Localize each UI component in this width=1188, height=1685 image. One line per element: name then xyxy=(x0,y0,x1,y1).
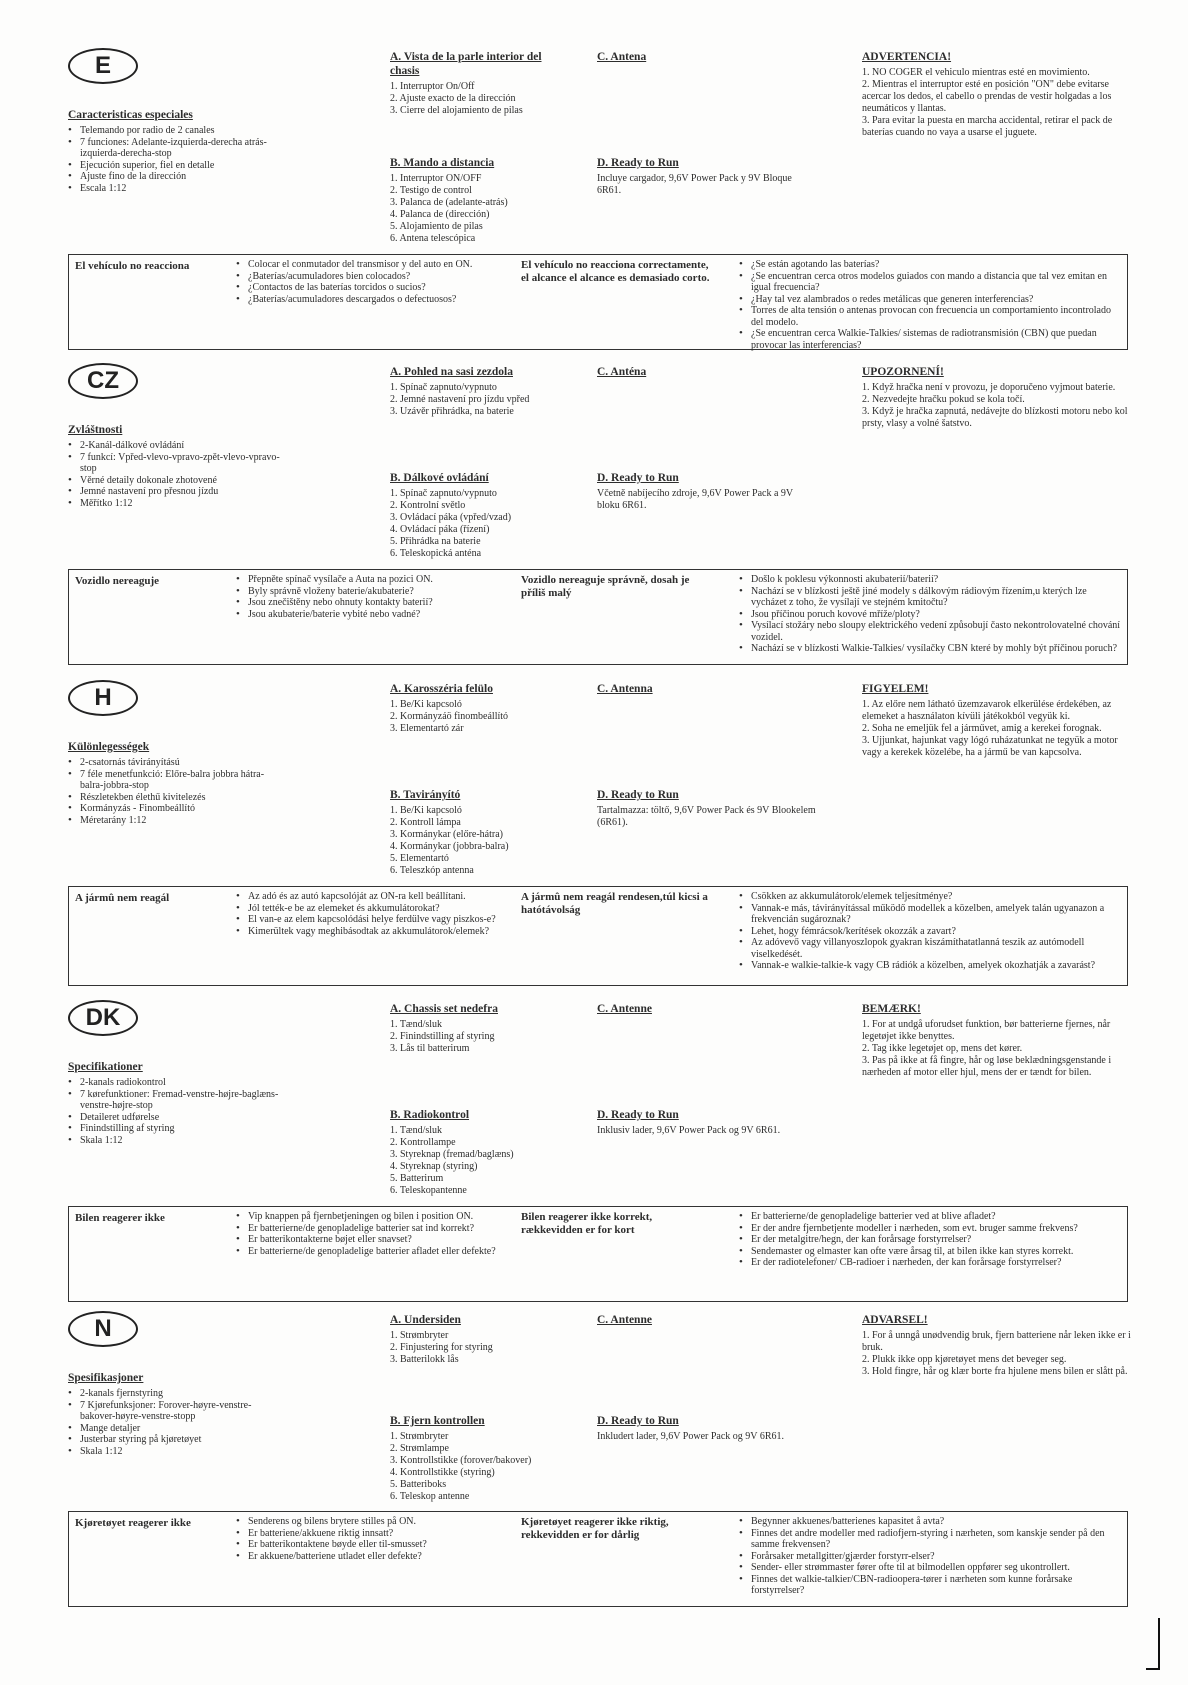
part-c-title: C. Anténa xyxy=(597,366,647,378)
list-item: • Méretarány 1:12 xyxy=(68,815,283,827)
list-item: 3. Kormánykar (előre-hátra) xyxy=(390,829,503,840)
warning-block xyxy=(862,365,1137,430)
list-item: • 2-Kanál-dálkové ovládání xyxy=(68,440,283,452)
part-b-title: B. Mando a distancia xyxy=(390,157,495,169)
list-item: • 7 kørefunktioner: Fremad-venstre-højre-baglæns-venstre-højre-stop xyxy=(68,1089,283,1112)
warning-list xyxy=(862,382,1137,430)
part-a-block xyxy=(390,682,565,735)
part-d-text: Tartalmazza: töltő, 9,6V Power Pack és 9V Blookelem (6R61). xyxy=(597,805,816,828)
list-item: • Věrné detaily dokonale zhotovené xyxy=(68,475,283,487)
list-item: • Torres de alta tensión o antenas provocan con frecuencia un comportamiento incontrolado del modelo. xyxy=(739,305,1124,328)
list-item: • Finnes det walkie-talkier/CBN-radioopera-tører i nærheten som kunne forårsake forstyrrelser? xyxy=(739,1574,1124,1597)
list-item: • Ajuste fino de la dirección xyxy=(68,171,283,183)
trouble-left-title: Kjøretøyet reagerer ikke xyxy=(75,1517,191,1529)
list-item: • El van-e az elem kapcsolódási helye ferdülve vagy piszkos-e? xyxy=(236,914,536,926)
list-item: • Mange detaljer xyxy=(68,1423,283,1435)
list-item: 2. Soha ne emeljük fel a járművet, amig a kerekei forognak. xyxy=(862,723,1102,734)
part-c-title: C. Antenne xyxy=(597,1003,652,1015)
list-item: • Forårsaker metallgitter/gjærder forstyrr-elser? xyxy=(739,1551,1124,1563)
list-item: 1. NO COGER el vehiculo mientras esté en movimiento. xyxy=(862,67,1090,78)
trouble-right-title: Vozidlo nereaguje správně, dosah je příliš malý xyxy=(521,574,690,599)
list-item: 2. Nezvedejte hračku pokud se kola točí. xyxy=(862,394,1025,405)
part-b-list xyxy=(390,173,590,245)
list-item: • Részletekben élethű kivitelezés xyxy=(68,792,283,804)
list-item: • Měřítko 1:12 xyxy=(68,498,283,510)
list-item: 5. Přihrádka na baterie xyxy=(390,536,481,547)
list-item: • 2-csatornás távirányítású xyxy=(68,757,283,769)
list-item: 4. Styreknap (styring) xyxy=(390,1161,478,1172)
list-item: 4. Kormánykar (jobbra-balra) xyxy=(390,841,509,852)
list-item: • ¿Se están agotando las baterías? xyxy=(739,259,1124,271)
list-item: 5. Alojamiento de pilas xyxy=(390,221,483,232)
warning-block xyxy=(862,682,1137,759)
features-block xyxy=(68,1060,283,1146)
list-item: 1. For å unngå unødvendig bruk, fjern batteriene når leken ikke er i bruk. xyxy=(862,1330,1131,1353)
part-a-block xyxy=(390,1313,565,1366)
list-item: • 7 Kjørefunksjoner: Forover-høyre-venstre-bakover-høyre-venstre-stopp xyxy=(68,1400,283,1423)
part-d-title: D. Ready to Run xyxy=(597,157,679,169)
part-b-list xyxy=(390,1125,590,1197)
warning-title: ADVERTENCIA! xyxy=(862,51,952,63)
part-b-block xyxy=(390,1414,590,1503)
part-d-text: Inkludert lader, 9,6V Power Pack og 9V 6R61. xyxy=(597,1431,784,1442)
warning-list xyxy=(862,699,1137,759)
list-item: • ¿Contactos de las baterías torcidos o sucios? xyxy=(236,282,536,294)
language-code-oval: CZ xyxy=(68,363,138,399)
list-item: 3. Hold fingre, hår og klær borte fra hjulene mens bilen er slått på. xyxy=(862,1366,1128,1377)
list-item: 2. Testigo de control xyxy=(390,185,472,196)
list-item: • ¿Se encuentran cerca Walkie-Talkies/ sistemas de radiotransmisión (CBN) que puedan provocar las interferencias? xyxy=(739,328,1124,351)
list-item: • Er akkuene/batteriene utladet eller defekte? xyxy=(236,1551,536,1563)
list-item: • Skala 1:12 xyxy=(68,1135,283,1147)
part-b-list xyxy=(390,488,590,560)
part-a-list xyxy=(390,382,565,418)
features-block xyxy=(68,1371,283,1457)
list-item: 3. Elementartó zár xyxy=(390,723,464,734)
list-item: 2. Kontroll lámpa xyxy=(390,817,461,828)
part-d-text: Včetně nabíjecího zdroje, 9,6V Power Pack a 9V bloku 6R61. xyxy=(597,488,793,511)
list-item: 1. Be/Ki kapcsoló xyxy=(390,699,462,710)
part-d-block xyxy=(597,1108,797,1137)
list-item: • Justerbar styring på kjøretøyet xyxy=(68,1434,283,1446)
part-a-list xyxy=(390,699,565,735)
list-item: • Byly správně vloženy baterie/akubaterie? xyxy=(236,586,536,598)
part-a-title: A. Chassis set nedefra xyxy=(390,1003,498,1015)
part-b-title: B. Dálkové ovládání xyxy=(390,472,489,484)
list-item: • 7 funciones: Adelante-izquierda-derecha atrás-izquierda-derecha-stop xyxy=(68,137,283,160)
features-title: Különlegességek xyxy=(68,741,150,753)
list-item: 5. Batteriboks xyxy=(390,1479,447,1490)
part-c-block xyxy=(597,682,797,699)
list-item: 3. Lås til batterirum xyxy=(390,1043,470,1054)
part-b-list xyxy=(390,1431,590,1503)
list-item: 2. Tag ikke legetøjet op, mens det kører. xyxy=(862,1043,1023,1054)
list-item: 2. Finjustering for styring xyxy=(390,1342,493,1353)
list-item: 2. Plukk ikke opp kjøretøyet mens det beveger seg. xyxy=(862,1354,1067,1365)
list-item: • ¿Se encuentran cerca otros modelos guiados con mando a distancia que tal vez emitan en igual frecuencia? xyxy=(739,271,1124,294)
part-c-block xyxy=(597,1313,797,1330)
warning-title: ADVARSEL! xyxy=(862,1314,928,1326)
list-item: 2. Kontrollampe xyxy=(390,1137,456,1148)
list-item: 3. Batterilokk lås xyxy=(390,1354,459,1365)
part-d-text: Inklusiv lader, 9,6V Power Pack og 9V 6R61. xyxy=(597,1125,781,1136)
part-c-block xyxy=(597,50,797,67)
list-item: • Vysílací stožáry nebo sloupy elektrického vedení způsobují často nekontrolovatelné chování vozidel. xyxy=(739,620,1124,643)
language-code-oval: E xyxy=(68,48,138,84)
list-item: • Detaileret udførelse xyxy=(68,1112,283,1124)
list-item: • ¿Baterías/acumuladores bien colocados? xyxy=(236,271,536,283)
list-item: • Er batterierne/de genopladelige batterier sat ind korrekt? xyxy=(236,1223,536,1235)
warning-block xyxy=(862,1313,1137,1378)
language-code-oval: DK xyxy=(68,1000,138,1036)
warning-list xyxy=(862,67,1137,139)
trouble-left-title: A jármû nem reagál xyxy=(75,892,170,904)
list-item: • 7 féle menetfunkció: Előre-balra jobbra hátra-balra-jobbra-stop xyxy=(68,769,283,792)
trouble-left-list xyxy=(236,259,536,305)
list-item: • Sender- eller strømmaster fører ofte til at bilmodellen oppfører seg ukontrollert. xyxy=(739,1562,1124,1574)
part-b-block xyxy=(390,156,590,245)
list-item: 1. Interruptor On/Off xyxy=(390,81,475,92)
trouble-right-list xyxy=(739,259,1124,351)
part-b-block xyxy=(390,788,590,877)
list-item: 1. Be/Ki kapcsoló xyxy=(390,805,462,816)
trouble-left-list xyxy=(236,1516,536,1562)
features-list xyxy=(68,125,283,194)
trouble-right-list xyxy=(739,1211,1124,1269)
list-item: • Nachází se v blízkosti Walkie-Talkies/ vysílačky CBN které by mohly být příčinou poruch? xyxy=(739,643,1124,655)
part-b-title: B. Tavirányító xyxy=(390,789,461,801)
list-item: • Escala 1:12 xyxy=(68,183,283,195)
list-item: • Vannak-e más, távirányítással működő modellek a közelben, amelyek talán ugyanazon a frekvencián sugároznak? xyxy=(739,903,1124,926)
trouble-left-list xyxy=(236,891,536,937)
list-item: 2. Mientras el interruptor esté en posición "ON" debe evitarse acercar los dedos, el cabello o prendas de vestir holgadas a los neumáticos y llantas. xyxy=(862,79,1112,114)
list-item: 3. Para evitar la puesta en marcha accidental, retirar el pack de baterías cuando no vaya a usarse el juguete. xyxy=(862,115,1113,138)
part-c-title: C. Antena xyxy=(597,51,647,63)
list-item: 1. Interruptor ON/OFF xyxy=(390,173,482,184)
part-d-title: D. Ready to Run xyxy=(597,1415,679,1427)
warning-block xyxy=(862,1002,1137,1079)
part-c-block xyxy=(597,365,797,382)
list-item: 2. Jemné nastavení pro jízdu vpřed xyxy=(390,394,530,405)
list-item: • Jsou znečištěny nebo ohnuty kontakty baterií? xyxy=(236,597,536,609)
list-item: 1. Spínač zapnuto/vypnuto xyxy=(390,382,497,393)
list-item: • ¿Hay tal vez alambrados o redes metálicas que generen interferencias? xyxy=(739,294,1124,306)
list-item: • Jsou příčinou poruch kovové mříže/ploty? xyxy=(739,609,1124,621)
list-item: 3. Uzávěr přihrádka, na baterie xyxy=(390,406,514,417)
warning-title: UPOZORNENÍ! xyxy=(862,366,944,378)
trouble-left-list xyxy=(236,574,536,620)
list-item: • Jemné nastavení pro přesnou jízdu xyxy=(68,486,283,498)
features-list xyxy=(68,757,283,826)
list-item: 3. Cierre del alojamiento de pilas xyxy=(390,105,523,116)
list-item: • Er batterierne/de genopladelige batterier ved at blive afladet? xyxy=(739,1211,1124,1223)
part-d-block xyxy=(597,156,797,197)
list-item: • Finindstilling af styring xyxy=(68,1123,283,1135)
list-item: • Colocar el conmutador del transmisor y del auto en ON. xyxy=(236,259,536,271)
warning-block xyxy=(862,50,1137,139)
list-item: • Vip knappen på fjernbetjeningen og bilen i position ON. xyxy=(236,1211,536,1223)
warning-title: FIGYELEM! xyxy=(862,683,929,695)
trouble-left-title: Vozidlo nereaguje xyxy=(75,575,160,587)
warning-list xyxy=(862,1330,1137,1378)
part-d-block xyxy=(597,788,817,829)
trouble-right-list xyxy=(739,1516,1124,1597)
part-b-block xyxy=(390,1108,590,1197)
part-b-title: B. Fjern kontrollen xyxy=(390,1415,485,1427)
list-item: 2. Strømlampe xyxy=(390,1443,449,1454)
features-title: Zvláštnosti xyxy=(68,424,123,436)
part-d-text: Incluye cargador, 9,6V Power Pack y 9V Bloque 6R61. xyxy=(597,173,792,196)
list-item: • Ejecución superior, fiel en detalle xyxy=(68,160,283,172)
list-item: • 2-kanals fjernstyring xyxy=(68,1388,283,1400)
list-item: • Jól tették-e be az elemeket és akkumulátorokat? xyxy=(236,903,536,915)
part-d-title: D. Ready to Run xyxy=(597,1109,679,1121)
list-item: • Senderens og bilens brytere stilles på ON. xyxy=(236,1516,536,1528)
part-a-title: A. Undersiden xyxy=(390,1314,461,1326)
trouble-left-title: El vehículo no reacciona xyxy=(75,260,190,272)
trouble-left-title: Bilen reagerer ikke xyxy=(75,1212,165,1224)
features-list xyxy=(68,1077,283,1146)
list-item: 5. Elementartó xyxy=(390,853,449,864)
part-c-block xyxy=(597,1002,797,1019)
list-item: • Nachází se v blízkosti ještě jiné modely s dálkovým rádiovým řízením,u kterých lze vycházet z toho, že vysílají ve stejném kmitočtu? xyxy=(739,586,1124,609)
list-item: 3. Kontrollstikke (forover/bakover) xyxy=(390,1455,532,1466)
part-d-title: D. Ready to Run xyxy=(597,472,679,484)
list-item: 4. Palanca de (dirección) xyxy=(390,209,490,220)
list-item: • ¿Baterías/acumuladores descargados o defectuosos? xyxy=(236,294,536,306)
troubleshooting-box xyxy=(68,886,1128,986)
language-code-oval: N xyxy=(68,1311,138,1347)
list-item: • Er batterikontaktene bøyde eller til-smusset? xyxy=(236,1539,536,1551)
trouble-right-title: A jármû nem reagál rendesen,túl kicsi a hatótávolság xyxy=(521,891,708,916)
list-item: 1. Když hračka není v provozu, je doporučeno vyjmout baterie. xyxy=(862,382,1116,393)
list-item: 1. Az előre nem látható üzemzavarok elkerülése érdekében, az elemeket a használaton kívüli játékokból vegyük ki. xyxy=(862,699,1112,722)
features-list xyxy=(68,440,283,509)
list-item: 4. Ovládací páka (řízení) xyxy=(390,524,490,535)
part-b-block xyxy=(390,471,590,560)
list-item: 3. Ovládací páka (vpřed/vzad) xyxy=(390,512,512,523)
list-item: 6. Teleszkóp antenna xyxy=(390,865,474,876)
list-item: 3. Pas på ikke at få fingre, hår og løse beklædningsgenstande i nærheden af motor eller hjul, mens der er tændt for bilen. xyxy=(862,1055,1112,1078)
features-title: Specifikationer xyxy=(68,1061,143,1073)
part-d-title: D. Ready to Run xyxy=(597,789,679,801)
part-c-title: C. Antenna xyxy=(597,683,653,695)
list-item: 6. Teleskop antenne xyxy=(390,1491,470,1502)
list-item: 4. Kontrollstikke (styring) xyxy=(390,1467,495,1478)
list-item: 1. For at undgå uforudset funktion, bør batterierne fjernes, når legetøjet ikke benyttes. xyxy=(862,1019,1111,1042)
list-item: 3. Palanca de (adelante-atrás) xyxy=(390,197,508,208)
trouble-right-title: El vehículo no reacciona correctamente, el alcance el alcance es demasiado corto. xyxy=(521,259,710,284)
trouble-right-title: Bilen reagerer ikke korrekt, rækkevidden er for kort xyxy=(521,1211,653,1236)
list-item: • Az adó és az autó kapcsolóját az ON-ra kell beállítani. xyxy=(236,891,536,903)
list-item: • Přepněte spínač vysílače a Auta na pozici ON. xyxy=(236,574,536,586)
list-item: 1. Spínač zapnuto/vypnuto xyxy=(390,488,497,499)
part-a-title: A. Pohled na sasi zezdola xyxy=(390,366,513,378)
list-item: 3. Když je hračka zapnutá, nedávejte do blízkosti motoru nebo kol prsty, vlasy a volné šatstvo. xyxy=(862,406,1128,429)
warning-list xyxy=(862,1019,1137,1079)
list-item: • Finnes det andre modeller med radiofjern-styring i nærheten, som kanskje sender på den samme frekvensen? xyxy=(739,1528,1124,1551)
features-block xyxy=(68,108,283,194)
part-a-list xyxy=(390,1019,565,1055)
list-item: • 7 funkcí: Vpřed-vlevo-vpravo-zpět-vlevo-vpravo-stop xyxy=(68,452,283,475)
list-item: 2. Kormányzáö finombeállító xyxy=(390,711,509,722)
features-title: Spesifikasjoner xyxy=(68,1372,144,1384)
part-a-title: A. Vista de la parle interior del chasis xyxy=(390,51,542,77)
list-item: • Jsou akubaterie/baterie vybité nebo vadné? xyxy=(236,609,536,621)
troubleshooting-box xyxy=(68,569,1128,665)
troubleshooting-box xyxy=(68,1206,1128,1302)
part-d-block xyxy=(597,471,797,512)
list-item: • Er batterikontakterne bøjet eller snavset? xyxy=(236,1234,536,1246)
list-item: 2. Ajuste exacto de la dirección xyxy=(390,93,516,104)
features-title: Caracteristicas especiales xyxy=(68,109,193,121)
list-item: • Er der metalgitre/hegn, der kan forårsage forstyrrelser? xyxy=(739,1234,1124,1246)
warning-title: BEMÆRK! xyxy=(862,1003,921,1015)
list-item: 2. Kontrolní světlo xyxy=(390,500,466,511)
list-item: 3. Ujjunkat, hajunkat vagy lógó ruházatunkat ne tegyük a motor vagy a kerekek közelébe, ha a jármű be van kapcsolva. xyxy=(862,735,1118,758)
features-block xyxy=(68,740,283,826)
list-item: 3. Styreknap (fremad/baglæns) xyxy=(390,1149,514,1160)
list-item: • Er batterierne/de genopladelige batterier afladet eller defekte? xyxy=(236,1246,536,1258)
trouble-right-list xyxy=(739,574,1124,655)
list-item: 1. Tænd/sluk xyxy=(390,1125,443,1136)
list-item: • Er batteriene/akkuene riktig innsatt? xyxy=(236,1528,536,1540)
part-b-title: B. Radiokontrol xyxy=(390,1109,470,1121)
part-c-title: C. Antenne xyxy=(597,1314,652,1326)
part-d-block xyxy=(597,1414,797,1443)
part-a-title: A. Karosszéria felülo xyxy=(390,683,493,695)
list-item: • 2-kanals radiokontrol xyxy=(68,1077,283,1089)
list-item: • Sendemaster og elmaster kan ofte være årsag til, at bilen ikke kan styres korrekt. xyxy=(739,1246,1124,1258)
part-b-list xyxy=(390,805,590,877)
corner-crop-mark xyxy=(1158,1618,1160,1670)
list-item: 6. Teleskopantenne xyxy=(390,1185,467,1196)
language-code-oval: H xyxy=(68,680,138,716)
list-item: • Došlo k poklesu výkonnosti akubaterií/baterií? xyxy=(739,574,1124,586)
list-item: 2. Finindstilling af styring xyxy=(390,1031,495,1042)
list-item: • Begynner akkuenes/batterienes kapasitet å avta? xyxy=(739,1516,1124,1528)
list-item: • Vannak-e walkie-talkie-k vagy CB rádiók a közelben, amelyek okozhatják a zavarást? xyxy=(739,960,1124,972)
list-item: 5. Batterirum xyxy=(390,1173,444,1184)
list-item: 1. Tænd/sluk xyxy=(390,1019,443,1030)
part-a-list xyxy=(390,1330,565,1366)
list-item: • Er der radiotelefoner/ CB-radioer i nærheden, der kan forårsage forstyrrelser? xyxy=(739,1257,1124,1269)
features-block xyxy=(68,423,283,509)
list-item: 1. Strømbryter xyxy=(390,1330,449,1341)
list-item: • Lehet, hogy fémrácsok/kerítések okozzák a zavart? xyxy=(739,926,1124,938)
list-item: 6. Antena telescópica xyxy=(390,233,476,244)
list-item: 1. Strømbryter xyxy=(390,1431,449,1442)
list-item: • Kormányzás - Finombeállító xyxy=(68,803,283,815)
features-list xyxy=(68,1388,283,1457)
list-item: • Csökken az akkumulátorok/elemek teljesítménye? xyxy=(739,891,1124,903)
troubleshooting-box xyxy=(68,1511,1128,1607)
trouble-right-list xyxy=(739,891,1124,972)
list-item: 6. Teleskopická anténa xyxy=(390,548,482,559)
list-item: • Er der andre fjernbetjente modeller i nærheden, som evt. bruger samme frekvens? xyxy=(739,1223,1124,1235)
trouble-right-title: Kjøretøyet reagerer ikke riktig, rekkevidden er for dårlig xyxy=(521,1516,669,1541)
part-a-list xyxy=(390,81,565,117)
list-item: • Kimerültek vagy meghibásodtak az akkumulátorok/elemek? xyxy=(236,926,536,938)
list-item: • Az adóvevő vagy villanyoszlopok gyakran kiszámíthatatlanná teszik az autómodell viselkedését. xyxy=(739,937,1124,960)
troubleshooting-box xyxy=(68,254,1128,350)
list-item: • Skala 1:12 xyxy=(68,1446,283,1458)
list-item: • Telemando por radio de 2 canales xyxy=(68,125,283,137)
part-a-block xyxy=(390,50,565,117)
trouble-left-list xyxy=(236,1211,536,1257)
part-a-block xyxy=(390,365,565,418)
part-a-block xyxy=(390,1002,565,1055)
